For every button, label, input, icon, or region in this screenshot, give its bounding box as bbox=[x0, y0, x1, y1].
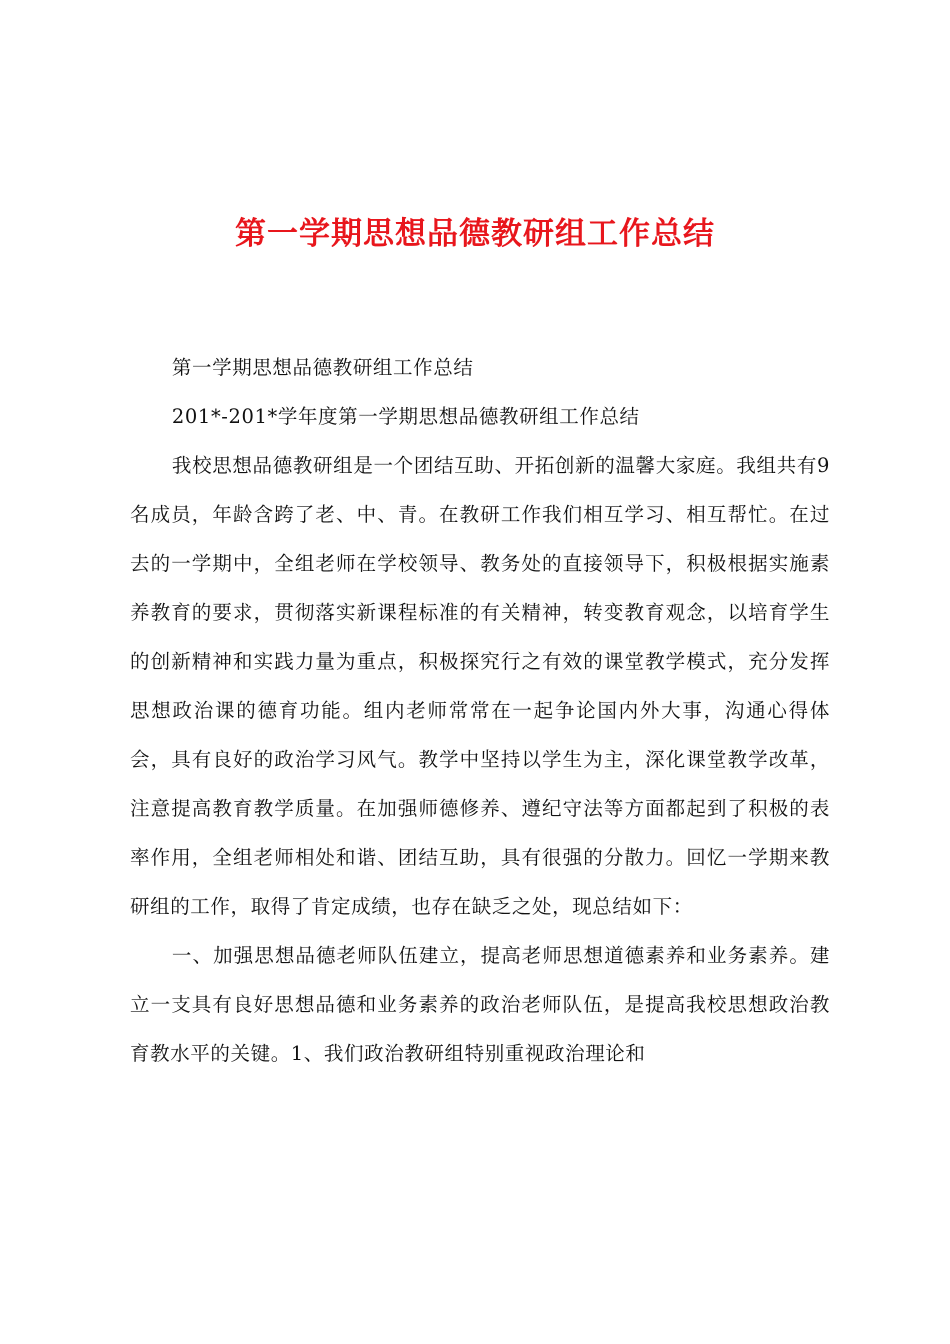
paragraph-school-year-title: 201*-201*学年度第一学期思想品德教研组工作总结 bbox=[171, 405, 640, 428]
paragraph-introduction: 我校思想品德教研组是一个团结互助、开拓创新的温馨大家庭。我组共有9名成员，年龄含跨了老、中、青。在教研工作我们相互学习、相互帮忙。在过去的一学期中，全组老师在学校领导、教务处的直接领导下，积极根据实施素养教育的要求，贯彻落实新课程标准的有关精神，转变教育观念，以培育学生的创新精神和实践力量为重点，积极探究行之有效的课堂教学模式，充分发挥思想政治课的德育功能。组内老师常常在一起争论国内外大事，沟通心得体会，具有良好的政治学习风气。教学中坚持以学生为主，深化课堂教学改革，注意提高教育教学质量。在加强师德修养、遵纪守法等方面都起到了积极的表率作用，全组老师相处和谐、团结互助，具有很强的分散力。回忆一学期来教研组的工作，取得了肯定成绩，也存在缺乏之处，现总结如下： bbox=[130, 454, 830, 918]
document-body bbox=[130, 343, 830, 1078]
document-title: 第一学期思想品德教研组工作总结 bbox=[235, 216, 715, 252]
paragraph-section-one: 一、加强思想品德老师队伍建立，提高老师思想道德素养和业务素养。建立一支具有良好思想品德和业务素养的政治老师队伍，是提高我校思想政治教育教水平的关键。1、我们政治教研组特别重视政治理论和 bbox=[130, 944, 830, 1065]
paragraph-subtitle: 第一学期思想品德教研组工作总结 bbox=[171, 356, 474, 379]
